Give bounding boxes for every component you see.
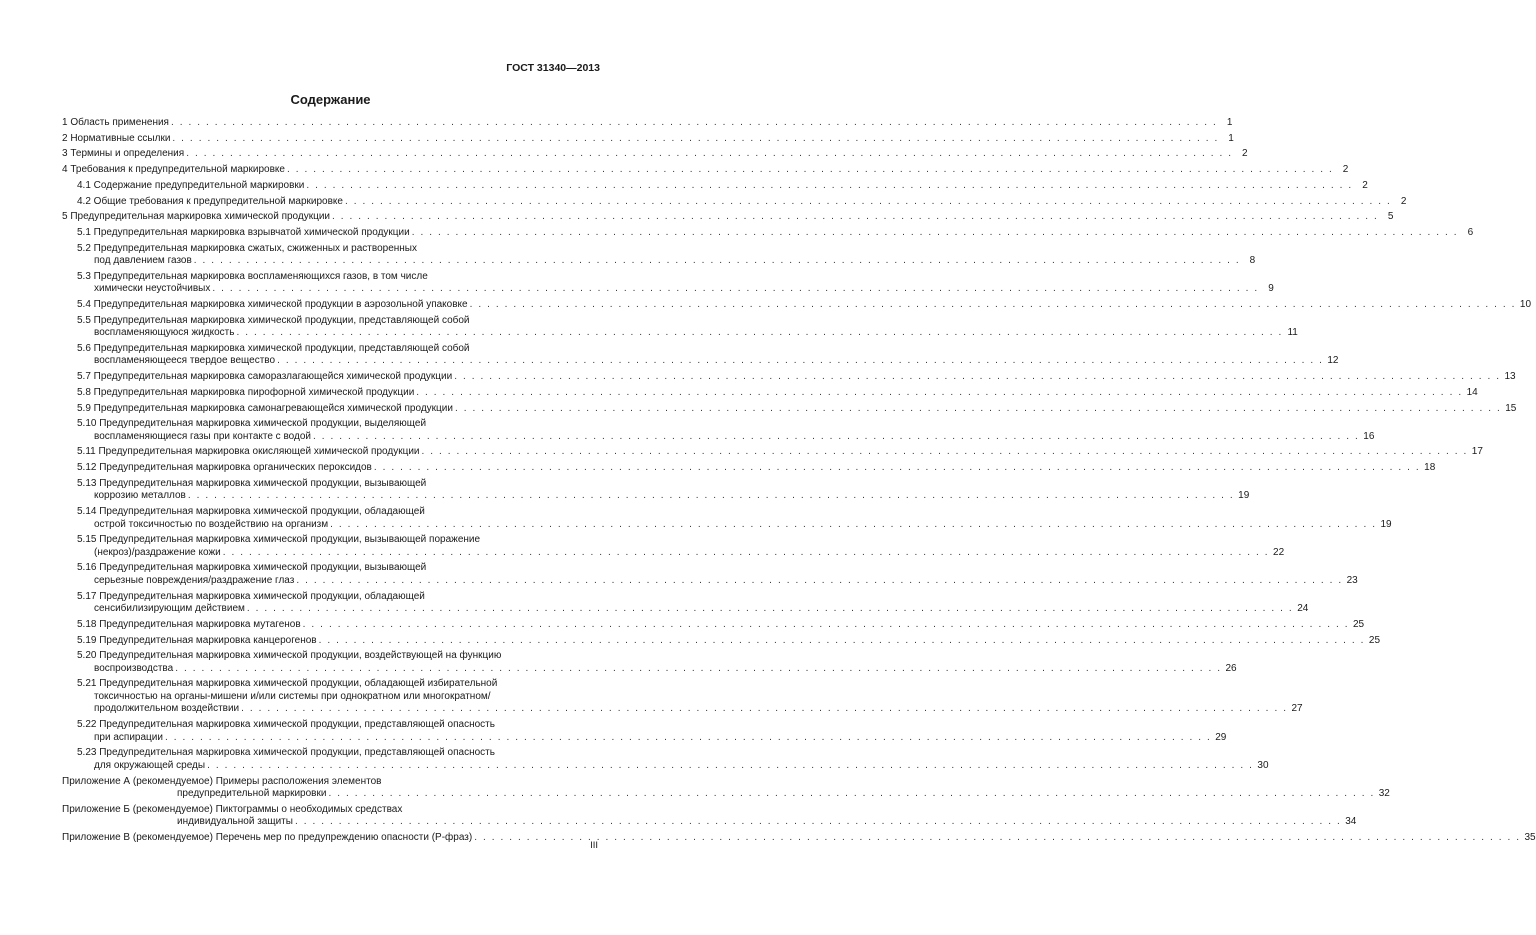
toc-page-number: 22 [1273, 546, 1285, 558]
toc-entry[interactable] [62, 803, 1357, 829]
toc-entry[interactable] [77, 618, 1365, 632]
toc-entry[interactable] [77, 534, 1285, 559]
toc-entry-text: 5.18 Предупредительная маркировка мутагенов [77, 618, 301, 630]
toc-page-number: 23 [1346, 574, 1358, 586]
dot-leader: . . . . . . . . . . . . . . . . . . . . . . . . . . . . . . . . . . . . . . . . . . . . . . . . . . . . . . . . . . . . . . . . . . . . . . . . . . . . . . . . . . . . . . . . . . . . . . . . . . . . . . . . . . . . . . . . . . . . . . . . [236, 327, 1283, 339]
toc-page-number: 26 [1225, 662, 1237, 674]
toc-entry-text: сенсибилизирующим действием [94, 603, 245, 615]
toc-page-number: 2 [1342, 164, 1349, 176]
toc-entry-text: (некроз)/раздражение кожи [94, 546, 221, 558]
toc-entry[interactable] [77, 747, 1269, 772]
toc-page-number: 2 [1400, 195, 1407, 207]
toc-page-number: 29 [1215, 731, 1227, 743]
toc-entry-text: Приложение Б (рекомендуемое) Пиктограммы о необходимых средствах [62, 803, 403, 815]
dot-leader: . . . . . . . . . . . . . . . . . . . . . . . . . . . . . . . . . . . . . . . . . . . . . . . . . . . . . . . . . . . . . . . . . . . . . . . . . . . . . . . . . . . . . . . . . . . . . . . . . . . . . . . . . . . . . . . . . . . . . . . . [421, 446, 1468, 458]
dot-leader: . . . . . . . . . . . . . . . . . . . . . . . . . . . . . . . . . . . . . . . . . . . . . . . . . . . . . . . . . . . . . . . . . . . . . . . . . . . . . . . . . . . . . . . . . . . . . . . . . . . . . . . . . . . . . . . . . . . . . . . . [186, 148, 1233, 160]
toc-page-number: 12 [1327, 355, 1339, 367]
toc-page-number: 1 [1228, 132, 1234, 144]
dot-leader: . . . . . . . . . . . . . . . . . . . . . . . . . . . . . . . . . . . . . . . . . . . . . . . . . . . . . . . . . . . . . . . . . . . . . . . . . . . . . . . . . . . . . . . . . . . . . . . . . . . . . . . . . . . . . . . . . . . . . . . . [246, 603, 1294, 615]
dot-leader: . . . . . . . . . . . . . . . . . . . . . . . . . . . . . . . . . . . . . . . . . . . . . . . . . . . . . . . . . . . . . . . . . . . . . . . . . . . . . . . . . . . . . . . . . . . . . . . . . . . . . . . . . . . . . . . . . . . . . . . . [277, 355, 1324, 367]
toc-entry[interactable] [77, 299, 1532, 312]
dot-leader: . . . . . . . . . . . . . . . . . . . . . . . . . . . . . . . . . . . . . . . . . . . . . . . . . . . . . . . . . . . . . . . . . . . . . . . . . . . . . . . . . . . . . . . . . . . . . . . . . . . . . . . . . . . . . . . . . . . . . . . . [344, 195, 1392, 207]
toc-page-number: 30 [1257, 759, 1269, 771]
toc-entry[interactable] [77, 650, 1237, 675]
toc-entry[interactable] [77, 195, 1407, 209]
dot-leader: . . . . . . . . . . . . . . . . . . . . . . . . . . . . . . . . . . . . . . . . . . . . . . . . . . . . . . . . . . . . . . . . . . . . . . . . . . . . . . . . . . . . . . . . . . . . . . . . . . . . . . . . . . . . . . . . . . . . . . . . [164, 731, 1212, 743]
dot-leader: . . . . . . . . . . . . . . . . . . . . . . . . . . . . . . . . . . . . . . . . . . . . . . . . . . . . . . . . . . . . . . . . . . . . . . . . . . . . . . . . . . . . . . . . . . . . . . . . . . . . . . . . . . . . . . . . . . . . . . . . [306, 179, 1353, 191]
toc-entry-text: индивидуальной защиты [177, 816, 293, 828]
toc-page-number: 16 [1363, 430, 1375, 442]
toc-entry[interactable] [77, 314, 1298, 340]
toc-entry-text: воспламеняющееся твердое вещество [94, 355, 276, 367]
dot-leader: . . . . . . . . . . . . . . . . . . . . . . . . . . . . . . . . . . . . . . . . . . . . . . . . . . . . . . . . . . . . . . . . . . . . . . . . . . . . . . . . . . . . . . . . . . . . . . . . . . . . . . . . . . . . . . . . . . . . . . . . [187, 490, 1235, 502]
toc-entry[interactable] [62, 211, 1394, 224]
toc-page-number: 9 [1268, 283, 1274, 295]
toc-entry-text: 5.16 Предупредительная маркировка химической продукции, вызывающей [77, 562, 427, 574]
toc-entry[interactable] [62, 831, 1536, 845]
toc-entry[interactable] [77, 446, 1483, 459]
toc-page-number: 34 [1345, 816, 1357, 828]
dot-leader: . . . . . . . . . . . . . . . . . . . . . . . . . . . . . . . . . . . . . . . . . . . . . . . . . . . . . . . . . . . . . . . . . . . . . . . . . . . . . . . . . . . . . . . . . . . . . . . . . . . . . . . . . . . . . . . . . . . . . . . . [328, 788, 1375, 799]
toc-entry-text: 5.8 Предупредительная маркировка пирофорной химической продукции [77, 386, 415, 398]
dot-leader: . . . . . . . . . . . . . . . . . . . . . . . . . . . . . . . . . . . . . . . . . . . . . . . . . . . . . . . . . . . . . . . . . . . . . . . . . . . . . . . . . . . . . . . . . . . . . . . . . . . . . . . . . . . . . . . . . . . . . . . . [312, 430, 1360, 442]
toc-page-number: 25 [1352, 618, 1365, 630]
toc-entry-text: воспроизводства [94, 662, 174, 674]
toc-page-number: 19 [1238, 490, 1250, 502]
dot-leader: . . . . . . . . . . . . . . . . . . . . . . . . . . . . . . . . . . . . . . . . . . . . . . . . . . . . . . . . . . . . . . . . . . . . . . . . . . . . . . . . . . . . . . . . . . . . . . . . . . . . . . . . . . . . . . . . . . . . . . . . [454, 402, 1502, 414]
toc-entry[interactable] [77, 402, 1517, 416]
toc-entry-text: 5.4 Предупредительная маркировка химической продукции в аэрозольной упаковке [77, 299, 468, 310]
toc-entry[interactable] [62, 164, 1349, 177]
toc-entry-text: 5.5 Предупредительная маркировка химической продукции, представляющей собой [77, 314, 470, 326]
toc-entry-text: 5.17 Предупредительная маркировка химической продукции, обладающей [77, 590, 425, 602]
toc-entry[interactable] [77, 226, 1474, 240]
dot-leader: . . . . . . . . . . . . . . . . . . . . . . . . . . . . . . . . . . . . . . . . . . . . . . . . . . . . . . . . . . . . . . . . . . . . . . . . . . . . . . . . . . . . . . . . . . . . . . . . . . . . . . . . . . . . . . . . . . . . . . . . [332, 211, 1379, 223]
toc-page-number: 14 [1466, 386, 1478, 398]
toc-entry-text: для окружающей среды [94, 759, 206, 771]
toc-page-number: 1 [1226, 117, 1233, 128]
toc-page-number: 17 [1471, 446, 1483, 458]
toc-entry[interactable] [77, 270, 1274, 296]
toc-entry-text: 5.10 Предупредительная маркировка химической продукции, выделяющей [77, 418, 427, 430]
toc-entry[interactable] [77, 462, 1436, 475]
dot-leader: . . . . . . . . . . . . . . . . . . . . . . . . . . . . . . . . . . . . . . . . . . . . . . . . . . . . . . . . . . . . . . . . . . . . . . . . . . . . . . . . . . . . . . . . . . . . . . . . . . . . . . . . . . . . . . . . . . . . . . . . [296, 574, 1343, 586]
toc-entry[interactable] [77, 342, 1339, 368]
page-title: Содержание [290, 92, 371, 107]
toc-entry[interactable] [77, 634, 1381, 648]
toc-page-number: 5 [1387, 211, 1394, 223]
dot-leader: . . . . . . . . . . . . . . . . . . . . . . . . . . . . . . . . . . . . . . . . . . . . . . . . . . . . . . . . . . . . . . . . . . . . . . . . . . . . . . . . . . . . . . . . . . . . . . . . . . . . . . . . . . . . . . . . . . . . . . . . [212, 283, 1259, 295]
dot-leader: . . . . . . . . . . . . . . . . . . . . . . . . . . . . . . . . . . . . . . . . . . . . . . . . . . . . . . . . . . . . . . . . . . . . . . . . . . . . . . . . . . . . . . . . . . . . . . . . . . . . . . . . . . . . . . . . . . . . . . . . [454, 371, 1501, 383]
toc-entry-text: серьезные повреждения/раздражение глаз [94, 574, 295, 586]
toc-entry-text: 5.1 Предупредительная маркировка взрывчатой химической продукции [77, 226, 410, 238]
toc-entry[interactable] [77, 179, 1368, 193]
toc-entry-text: 5.3 Предупредительная маркировка воспламеняющихся газов, в том числе [77, 270, 428, 282]
toc-page-number: 2 [1242, 148, 1248, 160]
toc-entry[interactable] [77, 506, 1392, 531]
toc-entry-text: воспламеняющиеся газы при контакте с водой [94, 430, 311, 442]
dot-leader: . . . . . . . . . . . . . . . . . . . . . . . . . . . . . . . . . . . . . . . . . . . . . . . . . . . . . . . . . . . . . . . . . . . . . . . . . . . . . . . . . . . . . . . . . . . . . . . . . . . . . . . . . . . . . . . . . . . . . . . . [302, 618, 1350, 630]
toc-page-number: 13 [1504, 371, 1516, 383]
dot-leader: . . . . . . . . . . . . . . . . . . . . . . . . . . . . . . . . . . . . . . . . . . . . . . . . . . . . . . . . . . . . . . . . . . . . . . . . . . . . . . . . . . . . . . . . . . . . . . . . . . . . . . . . . . . . . . . . . . . . . . . . [286, 164, 1334, 176]
toc-page-number: 6 [1467, 226, 1474, 238]
dot-leader: . . . . . . . . . . . . . . . . . . . . . . . . . . . . . . . . . . . . . . . . . . . . . . . . . . . . . . . . . . . . . . . . . . . . . . . . . . . . . . . . . . . . . . . . . . . . . . . . . . . . . . . . . . . . . . . . . . . . . . . . [474, 831, 1521, 843]
toc-entry[interactable] [77, 477, 1250, 503]
standard-designation: ГОСТ 31340—2013 [506, 62, 600, 74]
toc-entry-text: 4.1 Содержание предупредительной маркировки [77, 179, 305, 191]
toc-entry[interactable] [77, 562, 1358, 587]
toc-entry-text: острой токсичностью по воздействию на организм [94, 518, 329, 530]
toc-entry-text: воспламеняющуюся жидкость [94, 327, 235, 339]
toc-entry-text: 2 Нормативные ссылки [62, 132, 171, 144]
toc-page-number: 15 [1505, 402, 1517, 414]
toc-entry-text: предупредительной маркировки [177, 788, 327, 799]
toc-entry-text: 5.7 Предупредительная маркировка саморазлагающейся химической продукции [77, 371, 453, 383]
dot-leader: . . . . . . . . . . . . . . . . . . . . . . . . . . . . . . . . . . . . . . . . . . . . . . . . . . . . . . . . . . . . . . . . . . . . . . . . . . . . . . . . . . . . . . . . . . . . . . . . . . . . . . . . . . . . . . . . . . . . . . . . [318, 634, 1366, 646]
toc-entry-text: химически неустойчивых [94, 283, 211, 295]
toc-entry-text: 5.2 Предупредительная маркировка сжатых, сжиженных и растворенных [77, 242, 417, 254]
toc-entry[interactable] [77, 678, 1303, 716]
toc-entry-text: продолжительном воздействии [94, 703, 240, 715]
toc-entry-text: 4.2 Общие требования к предупредительной маркировке [77, 195, 343, 207]
dot-leader: . . . . . . . . . . . . . . . . . . . . . . . . . . . . . . . . . . . . . . . . . . . . . . . . . . . . . . . . . . . . . . . . . . . . . . . . . . . . . . . . . . . . . . . . . . . . . . . . . . . . . . . . . . . . . . . . . . . . . . . . [170, 117, 1218, 128]
toc-entry[interactable] [62, 117, 1233, 130]
toc-entry-text: 5.23 Предупредительная маркировка химической продукции, представляющей опасность [77, 747, 495, 759]
toc-entry-text: 5.15 Предупредительная маркировка химической продукции, вызывающей поражение [77, 534, 481, 546]
dot-leader: . . . . . . . . . . . . . . . . . . . . . . . . . . . . . . . . . . . . . . . . . . . . . . . . . . . . . . . . . . . . . . . . . . . . . . . . . . . . . . . . . . . . . . . . . . . . . . . . . . . . . . . . . . . . . . . . . . . . . . . . [241, 703, 1288, 715]
toc-page-number: 35 [1524, 831, 1536, 843]
toc-page-number: 18 [1424, 462, 1436, 474]
toc-entry-text: Приложение В (рекомендуемое) Перечень мер по предупреждению опасности (Р-фраз) [62, 831, 473, 843]
toc-page-number: 11 [1287, 327, 1298, 339]
toc-entry-text: 3 Термины и определения [62, 148, 185, 160]
toc-page-number: 25 [1368, 634, 1381, 646]
toc-entry[interactable] [77, 719, 1227, 744]
toc-entry-text: 5.9 Предупредительная маркировка самонагревающейся химической продукции [77, 402, 453, 414]
toc-entry[interactable] [77, 418, 1375, 443]
toc-entry[interactable] [62, 132, 1234, 146]
dot-leader: . . . . . . . . . . . . . . . . . . . . . . . . . . . . . . . . . . . . . . . . . . . . . . . . . . . . . . . . . . . . . . . . . . . . . . . . . . . . . . . . . . . . . . . . . . . . . . . . . . . . . . . . . . . . . . . . . . . . . . . . [373, 462, 1421, 474]
toc-entry-text: 5.22 Предупредительная маркировка химической продукции, представляющей опасность [77, 719, 495, 731]
toc-entry-text: токсичностью на органы-мишени и/или системы при однократном или многократном/ [94, 690, 491, 702]
toc-entry-text: 5.21 Предупредительная маркировка химической продукции, обладающей избирательной [77, 678, 498, 690]
dot-leader: . . . . . . . . . . . . . . . . . . . . . . . . . . . . . . . . . . . . . . . . . . . . . . . . . . . . . . . . . . . . . . . . . . . . . . . . . . . . . . . . . . . . . . . . . . . . . . . . . . . . . . . . . . . . . . . . . . . . . . . . [222, 546, 1270, 558]
dot-leader: . . . . . . . . . . . . . . . . . . . . . . . . . . . . . . . . . . . . . . . . . . . . . . . . . . . . . . . . . . . . . . . . . . . . . . . . . . . . . . . . . . . . . . . . . . . . . . . . . . . . . . . . . . . . . . . . . . . . . . . . [193, 255, 1241, 267]
toc-page-number: 27 [1291, 703, 1303, 715]
dot-leader: . . . . . . . . . . . . . . . . . . . . . . . . . . . . . . . . . . . . . . . . . . . . . . . . . . . . . . . . . . . . . . . . . . . . . . . . . . . . . . . . . . . . . . . . . . . . . . . . . . . . . . . . . . . . . . . . . . . . . . . . [294, 816, 1342, 828]
dot-leader: . . . . . . . . . . . . . . . . . . . . . . . . . . . . . . . . . . . . . . . . . . . . . . . . . . . . . . . . . . . . . . . . . . . . . . . . . . . . . . . . . . . . . . . . . . . . . . . . . . . . . . . . . . . . . . . . . . . . . . . . [172, 132, 1219, 144]
toc-entry-text: под давлением газов [94, 255, 192, 267]
toc-entry-text: 5.11 Предупредительная маркировка окисляющей химической продукции [77, 446, 420, 458]
toc-page-number: 2 [1362, 179, 1368, 191]
dot-leader: . . . . . . . . . . . . . . . . . . . . . . . . . . . . . . . . . . . . . . . . . . . . . . . . . . . . . . . . . . . . . . . . . . . . . . . . . . . . . . . . . . . . . . . . . . . . . . . . . . . . . . . . . . . . . . . . . . . . . . . . [416, 386, 1463, 398]
toc-entry-text: 5.19 Предупредительная маркировка канцерогенов [77, 634, 317, 646]
toc-entry[interactable] [77, 242, 1256, 268]
toc-entry-text: 4 Требования к предупредительной маркировке [62, 164, 285, 176]
toc-entry-text: 1 Область применения [62, 117, 169, 128]
toc-page-number: 19 [1380, 518, 1392, 530]
dot-leader: . . . . . . . . . . . . . . . . . . . . . . . . . . . . . . . . . . . . . . . . . . . . . . . . . . . . . . . . . . . . . . . . . . . . . . . . . . . . . . . . . . . . . . . . . . . . . . . . . . . . . . . . . . . . . . . . . . . . . . . . [330, 518, 1377, 530]
toc-entry-text: Приложение А (рекомендуемое) Примеры расположения элементов [62, 775, 382, 787]
dot-leader: . . . . . . . . . . . . . . . . . . . . . . . . . . . . . . . . . . . . . . . . . . . . . . . . . . . . . . . . . . . . . . . . . . . . . . . . . . . . . . . . . . . . . . . . . . . . . . . . . . . . . . . . . . . . . . . . . . . . . . . . [411, 226, 1459, 238]
toc-entry[interactable] [77, 386, 1478, 400]
toc-entry-text: 5.6 Предупредительная маркировка химической продукции, представляющей собой [77, 342, 470, 354]
toc-entry[interactable] [62, 148, 1248, 161]
toc-entry-text: при аспирации [94, 731, 163, 743]
dot-leader: . . . . . . . . . . . . . . . . . . . . . . . . . . . . . . . . . . . . . . . . . . . . . . . . . . . . . . . . . . . . . . . . . . . . . . . . . . . . . . . . . . . . . . . . . . . . . . . . . . . . . . . . . . . . . . . . . . . . . . . . [175, 662, 1222, 674]
toc-page-number: 10 [1519, 299, 1532, 310]
dot-leader: . . . . . . . . . . . . . . . . . . . . . . . . . . . . . . . . . . . . . . . . . . . . . . . . . . . . . . . . . . . . . . . . . . . . . . . . . . . . . . . . . . . . . . . . . . . . . . . . . . . . . . . . . . . . . . . . . . . . . . . . [207, 759, 1254, 771]
toc-entry[interactable] [77, 590, 1309, 616]
toc-page-number: 32 [1378, 788, 1390, 799]
toc-page-number: 8 [1249, 255, 1256, 267]
toc-entry-text: 5.12 Предупредительная маркировка органических пероксидов [77, 462, 372, 474]
dot-leader: . . . . . . . . . . . . . . . . . . . . . . . . . . . . . . . . . . . . . . . . . . . . . . . . . . . . . . . . . . . . . . . . . . . . . . . . . . . . . . . . . . . . . . . . . . . . . . . . . . . . . . . . . . . . . . . . . . . . . . . . [469, 299, 1517, 310]
toc-page-number: 24 [1297, 603, 1309, 615]
toc-entry-text: 5 Предупредительная маркировка химической продукции [62, 211, 331, 223]
toc-entry[interactable] [62, 775, 1390, 801]
toc-entry[interactable] [77, 371, 1516, 384]
toc-entry-text: коррозию металлов [94, 490, 186, 502]
toc-entry-text: 5.13 Предупредительная маркировка химической продукции, вызывающей [77, 477, 427, 489]
page-number: III [590, 840, 598, 851]
toc-entry-text: 5.14 Предупредительная маркировка химической продукции, обладающей [77, 506, 425, 517]
toc-entry-text: 5.20 Предупредительная маркировка химической продукции, воздействующей на функцию [77, 650, 502, 662]
